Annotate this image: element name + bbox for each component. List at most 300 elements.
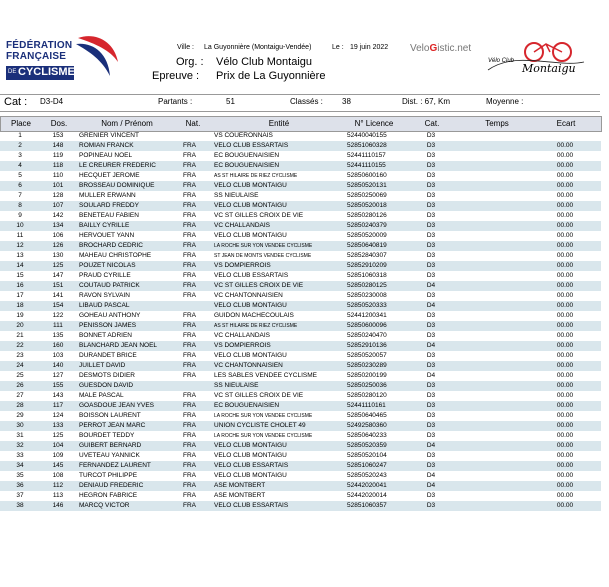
place-cell: 16 [16, 282, 24, 289]
nat-cell: FRA [183, 312, 196, 319]
table-row [0, 501, 601, 511]
nom-cell: LE CREURER FREDERIC [79, 162, 156, 169]
place-cell: 22 [16, 342, 24, 349]
place-cell: 29 [16, 412, 24, 419]
place-cell: 4 [18, 162, 22, 169]
entite-cell: VS DOMPIERROIS [214, 342, 271, 349]
table-row [0, 321, 601, 331]
ecart-cell: 00.00 [556, 422, 574, 429]
cat-cell: D3 [426, 492, 436, 499]
table-row [0, 191, 601, 201]
ecart-cell: 00.00 [556, 272, 574, 279]
table-row [0, 231, 601, 241]
cat-cell: D3 [426, 432, 436, 439]
table-row [0, 381, 601, 391]
entite-cell: EC BOUGUENAISIEN [214, 402, 280, 409]
entite-cell: LES SABLES VENDEE CYCLISME [214, 372, 317, 379]
entite-cell: VELO CLUB ESSARTAIS [214, 272, 289, 279]
table-row [0, 341, 601, 351]
epreuve-value: Prix de La Guyonnière [216, 70, 326, 82]
place-cell: 14 [16, 262, 24, 269]
nat-cell: FRA [183, 292, 196, 299]
nat-cell: FRA [183, 372, 196, 379]
table-row [0, 141, 601, 151]
licence-cell: 52850280126 [347, 212, 387, 219]
table-row [0, 331, 601, 341]
dossard-cell: 107 [52, 202, 64, 209]
nom-cell: RAVON SYLVAIN [79, 292, 130, 299]
place-cell: 12 [16, 242, 24, 249]
nat-cell: FRA [183, 182, 196, 189]
cat-cell: D3 [426, 392, 436, 399]
place-cell: 9 [18, 212, 22, 219]
partants-value: 51 [226, 97, 235, 106]
entite-cell: VS DOMPIERROIS [214, 262, 271, 269]
nom-cell: BLANCHARD JEAN NOEL [79, 342, 158, 349]
cat-cell: D3 [426, 292, 436, 299]
entite-cell: GUIDON MACHECOULAIS [214, 312, 294, 319]
entite-cell: VELO CLUB MONTAIGU [214, 452, 287, 459]
cat-cell: D3 [426, 502, 436, 509]
dossard-cell: 155 [52, 382, 64, 389]
place-cell: 19 [16, 312, 24, 319]
nom-cell: DESMOTS DIDIER [79, 372, 135, 379]
ecart-cell: 00.00 [556, 312, 574, 319]
nom-cell: PENISSON JAMES [79, 322, 137, 329]
licence-cell: 52440040155 [347, 132, 387, 139]
licence-cell: 52850520243 [347, 472, 387, 479]
nom-cell: GRENIER VINCENT [79, 132, 139, 139]
dossard-cell: 122 [52, 312, 64, 319]
table-row [0, 361, 601, 371]
nom-cell: UVETEAU YANNICK [79, 452, 140, 459]
club-logo-line1: Vélo Club [488, 58, 515, 64]
licence-cell: 52850520009 [347, 232, 387, 239]
licence-cell: 52850520018 [347, 202, 387, 209]
col-place: Place [10, 119, 31, 128]
nom-cell: PRAUD CYRILLE [79, 272, 131, 279]
licence-cell: 52441110157 [347, 152, 386, 159]
ecart-cell: 00.00 [556, 402, 574, 409]
entite-cell: VC ST GILLES CROIX DE VIE [214, 212, 304, 219]
nat-cell: FRA [183, 162, 196, 169]
licence-cell: 52441200341 [347, 312, 387, 319]
cat-cell: D3 [426, 162, 436, 169]
ecart-cell: 00.00 [556, 142, 574, 149]
dossard-cell: 108 [52, 472, 64, 479]
cat-cell: D3 [426, 172, 436, 179]
ecart-cell: 00.00 [556, 472, 574, 479]
ecart-cell: 00.00 [556, 332, 574, 339]
entite-cell: SS NIEULAISE [214, 382, 259, 389]
nat-cell: FRA [183, 392, 196, 399]
moyenne-label: Moyenne : [486, 97, 524, 106]
place-cell: 30 [16, 422, 24, 429]
licence-cell: 52850240470 [347, 332, 387, 339]
place-cell: 34 [16, 462, 24, 469]
ecart-cell: 00.00 [556, 412, 574, 419]
entite-cell: VELO CLUB MONTAIGU [214, 202, 287, 209]
nom-cell: BONNET ADRIEN [79, 332, 132, 339]
table-row [0, 471, 601, 481]
ecart-cell: 00.00 [556, 282, 574, 289]
nom-cell: SOULARD FREDDY [79, 202, 139, 209]
entite-cell: VELO CLUB MONTAIGU [214, 442, 287, 449]
table-row [0, 311, 601, 321]
table-row [0, 241, 601, 251]
ecart-cell: 00.00 [556, 482, 574, 489]
nat-cell: FRA [183, 342, 196, 349]
place-cell: 8 [18, 202, 22, 209]
dossard-cell: 119 [52, 152, 64, 159]
table-row [0, 211, 601, 221]
cat-cell: D3 [426, 242, 436, 249]
federation-de: DE [8, 69, 17, 75]
ecart-cell: 00.00 [556, 322, 574, 329]
dossard-cell: 125 [52, 262, 64, 269]
nom-cell: POPINEAU NOEL [79, 152, 133, 159]
ecart-cell: 00.00 [556, 432, 574, 439]
club-logo-line2: Montaigu [522, 62, 576, 75]
entite-cell: AS ST HILAIRE DE RIEZ CYCLISME [214, 173, 298, 179]
cat-cell: D3 [426, 252, 436, 259]
cat-cell: D3 [426, 212, 436, 219]
dossard-cell: 117 [52, 402, 64, 409]
dossard-cell: 104 [52, 442, 64, 449]
cat-cell: D4 [426, 342, 436, 349]
nat-cell: FRA [183, 232, 196, 239]
place-cell: 7 [18, 192, 22, 199]
nom-cell: JUILLET DAVID [79, 362, 126, 369]
licence-cell: 52850520333 [347, 302, 387, 309]
nat-cell: FRA [183, 452, 196, 459]
place-cell: 13 [16, 252, 24, 259]
ecart-cell: 00.00 [556, 222, 574, 229]
licence-cell: 52851060357 [347, 502, 387, 509]
ecart-cell: 00.00 [556, 252, 574, 259]
dossard-cell: 141 [52, 292, 64, 299]
federation-line3: CYCLISME [18, 66, 75, 78]
nat-cell: FRA [183, 192, 196, 199]
ecart-cell: 00.00 [556, 492, 574, 499]
col-nat: Nat. [185, 119, 201, 128]
ecart-cell: 00.00 [556, 242, 574, 249]
nom-cell: ROMIAN FRANCK [79, 142, 134, 149]
ecart-cell: 00.00 [556, 462, 574, 469]
col-nom: Nom / Prénom [101, 119, 153, 128]
table-row [0, 461, 601, 471]
licence-cell: 52442020041 [347, 482, 387, 489]
place-cell: 35 [16, 472, 24, 479]
nom-cell: COUTAUD PATRICK [79, 282, 140, 289]
dossard-cell: 153 [52, 132, 64, 139]
licence-cell: 52850280125 [347, 282, 387, 289]
ecart-cell: 00.00 [556, 362, 574, 369]
dossard-cell: 134 [52, 222, 64, 229]
licence-cell: 52850640465 [347, 412, 387, 419]
nat-cell: FRA [183, 472, 196, 479]
table-row [0, 401, 601, 411]
entite-cell: VELO CLUB ESSARTAIS [214, 142, 289, 149]
table-row [0, 481, 601, 491]
licence-cell: 52850600096 [347, 322, 387, 329]
federation-line1: FÉDÉRATION [6, 40, 73, 51]
ecart-cell: 00.00 [556, 442, 574, 449]
dossard-cell: 154 [52, 302, 64, 309]
entite-cell: EC BOUGUENAISIEN [214, 162, 280, 169]
place-cell: 21 [16, 332, 24, 339]
entite-cell: VELO CLUB MONTAIGU [214, 472, 287, 479]
nom-cell: FERNANDEZ LAURENT [79, 462, 151, 469]
place-cell: 28 [16, 402, 24, 409]
licence-cell: 52850600160 [347, 172, 387, 179]
table-row [0, 421, 601, 431]
date-value: 19 juin 2022 [350, 44, 389, 51]
ecart-cell: 00.00 [556, 352, 574, 359]
dossard-cell: 103 [52, 352, 64, 359]
cat-cell: D3 [426, 132, 436, 139]
licence-cell: 52851060247 [347, 462, 387, 469]
cat-cell: D3 [426, 382, 436, 389]
nat-cell: FRA [183, 272, 196, 279]
federation-swoosh-icon [74, 32, 122, 80]
cat-cell: D3 [426, 232, 436, 239]
entite-cell: ASE MONTBERT [214, 492, 266, 499]
entite-cell: VS COUERONNAIS [214, 132, 273, 139]
velogistic-brand: VeloGistic.net [410, 43, 472, 54]
cat-cell: D3 [426, 462, 436, 469]
nom-cell: POUZET NICOLAS [79, 262, 136, 269]
nat-cell: FRA [183, 332, 196, 339]
ecart-cell: 00.00 [556, 502, 574, 509]
epreuve-label: Epreuve : [152, 70, 200, 82]
summary-bar [0, 94, 600, 112]
entite-cell: UNION CYCLISTE CHOLET 49 [214, 422, 306, 429]
nat-cell: FRA [183, 482, 196, 489]
licence-cell: 52850230289 [347, 362, 387, 369]
nat-cell: FRA [183, 252, 196, 259]
col-licence: N° Licence [354, 119, 394, 128]
col-temps: Temps [485, 119, 509, 128]
dossard-cell: 145 [52, 462, 64, 469]
table-row [0, 431, 601, 441]
col-entite: Entité [268, 119, 290, 128]
cat-cell: D4 [426, 302, 436, 309]
entite-cell: LA ROCHE SUR YON VENDEE CYCLISME [214, 243, 313, 249]
federation-line2: FRANÇAISE [6, 51, 67, 62]
cat-value: D3-D4 [40, 97, 64, 106]
licence-cell: 52492580360 [347, 422, 387, 429]
dossard-cell: 128 [52, 192, 64, 199]
licence-cell: 52852910209 [347, 262, 387, 269]
dossard-cell: 112 [52, 482, 64, 489]
licence-cell: 52850520359 [347, 442, 387, 449]
ecart-cell: 00.00 [556, 302, 574, 309]
nom-cell: BENETEAU FABIEN [79, 212, 139, 219]
nat-cell: FRA [183, 502, 196, 509]
place-cell: 20 [16, 322, 24, 329]
licence-cell: 52442020014 [347, 492, 387, 499]
place-cell: 32 [16, 442, 24, 449]
dossard-cell: 135 [52, 332, 64, 339]
place-cell: 17 [16, 292, 24, 299]
table-row [0, 261, 601, 271]
table-row [0, 251, 601, 261]
nat-cell: FRA [183, 402, 196, 409]
nat-cell: FRA [183, 462, 196, 469]
ecart-cell: 00.00 [556, 392, 574, 399]
nat-cell: FRA [183, 172, 196, 179]
nom-cell: MULLER ERWANN [79, 192, 136, 199]
dossard-cell: 148 [52, 142, 64, 149]
cat-cell: D4 [426, 282, 436, 289]
ecart-cell: 00.00 [556, 162, 574, 169]
dossard-cell: 125 [52, 432, 64, 439]
dossard-cell: 118 [52, 162, 64, 169]
cat-cell: D3 [426, 322, 436, 329]
dossard-cell: 142 [52, 212, 64, 219]
table-row [0, 491, 601, 501]
entite-cell: VELO CLUB MONTAIGU [214, 352, 287, 359]
nat-cell: FRA [183, 242, 196, 249]
entite-cell: VC CHANTONNAISIEN [214, 362, 283, 369]
ecart-cell: 00.00 [556, 342, 574, 349]
cat-cell: D3 [426, 182, 436, 189]
ecart-cell: 00.00 [556, 172, 574, 179]
table-row [0, 391, 601, 401]
nat-cell: FRA [183, 422, 196, 429]
place-cell: 2 [18, 142, 22, 149]
place-cell: 36 [16, 482, 24, 489]
nom-cell: GOASDOUE JEAN YVES [79, 402, 155, 409]
dossard-cell: 147 [52, 272, 64, 279]
cat-cell: D3 [426, 402, 436, 409]
place-cell: 23 [16, 352, 24, 359]
entite-cell: VELO CLUB ESSARTAIS [214, 462, 289, 469]
dossard-cell: 133 [52, 422, 64, 429]
table-row [0, 371, 601, 381]
nat-cell: FRA [183, 212, 196, 219]
entite-cell: VELO CLUB MONTAIGU [214, 232, 287, 239]
licence-cell: 52850230008 [347, 292, 387, 299]
place-cell: 6 [18, 182, 22, 189]
place-cell: 5 [18, 172, 22, 179]
nom-cell: MAHEAU CHRISTOPHE [79, 252, 152, 259]
nom-cell: GOHEAU ANTHONY [79, 312, 141, 319]
entite-cell: ASE MONTBERT [214, 482, 266, 489]
nat-cell: FRA [183, 492, 196, 499]
ecart-cell: 00.00 [556, 292, 574, 299]
partants-label: Partants : [158, 97, 193, 106]
nat-cell: FRA [183, 262, 196, 269]
nat-cell: FRA [183, 322, 196, 329]
licence-cell: 52852910136 [347, 342, 387, 349]
cat-cell: D3 [426, 312, 436, 319]
nom-cell: TURCOT PHILIPPE [79, 472, 138, 479]
nat-cell: FRA [183, 442, 196, 449]
dossard-cell: 101 [52, 182, 64, 189]
licence-cell: 52441110161 [347, 402, 386, 409]
org-label: Org. : [176, 56, 204, 68]
ecart-cell: 00.00 [556, 372, 574, 379]
nat-cell: FRA [183, 152, 196, 159]
nom-cell: HECQUET JEROME [79, 172, 140, 179]
place-cell: 10 [16, 222, 24, 229]
table-row [0, 221, 601, 231]
nom-cell: HEGRON FABRICE [79, 492, 138, 499]
table-row [0, 291, 601, 301]
entite-cell: VC CHALLANDAIS [214, 332, 270, 339]
dossard-cell: 160 [52, 342, 64, 349]
table-row [0, 301, 601, 311]
col-ecart: Ecart [556, 119, 576, 128]
dossard-cell: 130 [52, 252, 64, 259]
entite-cell: SS NIEULAISE [214, 192, 259, 199]
dossard-cell: 111 [53, 322, 63, 329]
cat-cell: D3 [426, 142, 436, 149]
nat-cell: FRA [183, 222, 196, 229]
licence-cell: 52851060328 [347, 142, 387, 149]
entite-cell: VC CHALLANDAIS [214, 222, 270, 229]
entite-cell: LA ROCHE SUR YON VENDEE CYCLISME [214, 413, 313, 419]
place-cell: 31 [16, 432, 24, 439]
nat-cell: FRA [183, 362, 196, 369]
entite-cell: AS ST HILAIRE DE RIEZ CYCLISME [214, 323, 298, 329]
cat-cell: D3 [426, 202, 436, 209]
nom-cell: MARCQ VICTOR [79, 502, 130, 509]
cat-cell: D3 [426, 422, 436, 429]
nom-cell: HERVOUET YANN [79, 232, 135, 239]
cat-cell: D4 [426, 442, 436, 449]
table-row [0, 161, 601, 171]
dossard-cell: 126 [52, 242, 64, 249]
entite-cell: EC BOUGUENAISIEN [214, 152, 280, 159]
table-row [0, 181, 601, 191]
entite-cell: ST JEAN DE MONTS VENDEE CYCLISME [214, 253, 312, 259]
cat-cell: D4 [426, 472, 436, 479]
ecart-cell: 00.00 [556, 192, 574, 199]
ecart-cell: 00.00 [556, 232, 574, 239]
col-cat: Cat. [424, 119, 440, 128]
nom-cell: BROSSEAU DOMINIQUE [79, 182, 155, 189]
dossard-cell: 151 [52, 282, 64, 289]
table-row [0, 281, 601, 291]
place-cell: 25 [16, 372, 24, 379]
dossard-cell: 127 [52, 372, 64, 379]
place-cell: 26 [16, 382, 24, 389]
entite-cell: VELO CLUB ESSARTAIS [214, 502, 289, 509]
nat-cell: FRA [183, 352, 196, 359]
federation-logo [6, 36, 121, 88]
place-cell: 33 [16, 452, 24, 459]
place-cell: 38 [16, 502, 24, 509]
dossard-cell: 113 [52, 492, 64, 499]
ecart-cell: 00.00 [556, 382, 574, 389]
table-row [0, 441, 601, 451]
licence-cell: 52850520131 [347, 182, 387, 189]
licence-cell: 52850200199 [347, 372, 387, 379]
nat-cell: FRA [183, 412, 196, 419]
table-row [0, 201, 601, 211]
nom-cell: MALE PASCAL [79, 392, 124, 399]
cat-cell: D3 [426, 452, 436, 459]
table-row [0, 151, 601, 161]
cat-cell: D3 [426, 192, 436, 199]
nom-cell: DURANDET BRICE [79, 352, 137, 359]
table-row [0, 411, 601, 421]
entite-cell: VELO CLUB MONTAIGU [214, 182, 287, 189]
place-cell: 18 [16, 302, 24, 309]
